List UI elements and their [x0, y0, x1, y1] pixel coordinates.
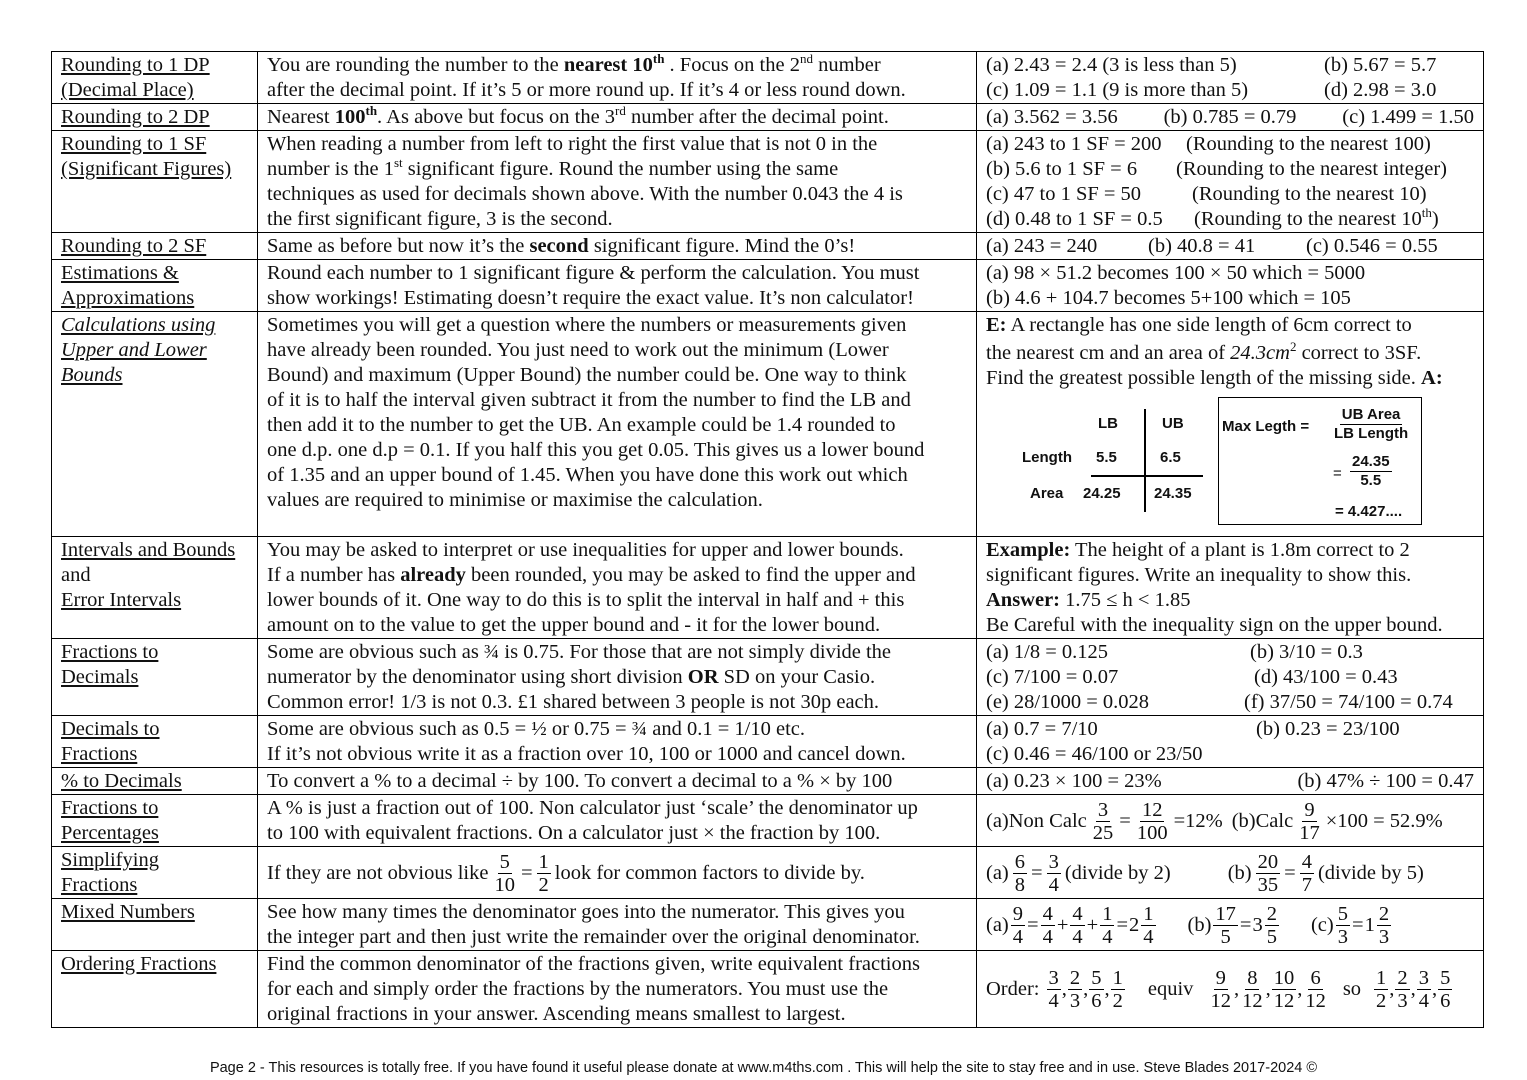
description-line: one d.p. one d.p = 0.1. If you half this you get 0.05. This gives us a lower bound — [267, 439, 925, 461]
example-line: (c) 1.09 = 1.1 (9 is more than 5) (d) 2.98 = 3.0 — [986, 79, 1437, 101]
topic-title: Estimations & — [61, 262, 179, 284]
description-cell — [258, 233, 977, 260]
description-line: Bound) and maximum (Upper Bound) the number could be. One way to think — [267, 364, 907, 386]
topic-cell — [52, 899, 258, 951]
example-line: (a) 243 to 1 SF = 200 (Rounding to the nearest 100) — [986, 133, 1431, 155]
description-line: to 100 with equivalent fractions. On a calculator just × the fraction by 100. — [267, 822, 881, 844]
table-row — [52, 899, 1484, 951]
topic-title: Simplifying — [61, 849, 159, 871]
lb-header: LB — [1098, 415, 1118, 432]
topic-cell — [52, 951, 258, 1028]
example-line: (b) 5.6 to 1 SF = 6 (Rounding to the nearest integer) — [986, 158, 1447, 180]
example-line: Find the greatest possible length of the missing side. A: — [986, 367, 1443, 389]
table-row — [52, 537, 1484, 639]
example-line: Order: 3 4 , 2 3 , 5 6 , 1 2 equiv 9 12 , 8 12 , 10 12 , 6 12 so 1 2 , 2 3 , 3 4 , 5 6 — [986, 967, 1451, 1012]
description-line: of 1.35 and an upper bound of 1.45. When you have done this work out which — [267, 464, 908, 486]
topic-cell — [52, 639, 258, 716]
topic-title: Fractions to — [61, 797, 159, 819]
topic-connector: and — [61, 564, 91, 586]
example-line: (e) 28/1000 = 0.028 (f) 37/50 = 74/100 = 0.74 — [986, 691, 1453, 713]
example-cell — [977, 131, 1484, 233]
topic-title: Fractions to — [61, 641, 159, 663]
description-cell — [258, 768, 977, 795]
topic-subtitle: Upper and Lower — [61, 339, 207, 361]
description-line: If they are not obvious like $\frac{5}{10}$ = $\frac{1}{2}$ look for common factors to divide by. — [267, 850, 865, 896]
description-line: A % is just a fraction out of 100. Non calculator just ‘scale’ the denominator up — [267, 797, 918, 819]
table-row — [52, 639, 1484, 716]
equals-sign: = — [1333, 465, 1342, 482]
example-line: (a) 1/8 = 0.125 (b) 3/10 = 0.3 — [986, 641, 1363, 663]
length-label: Length — [1022, 449, 1072, 466]
table-row — [52, 768, 1484, 795]
example-cell — [977, 104, 1484, 131]
example-cell — [977, 639, 1484, 716]
description-cell — [258, 260, 977, 312]
topic-cell — [52, 795, 258, 847]
table-divider-horizontal — [1091, 475, 1203, 477]
example-line: significant figures. Write an inequality to show this. — [986, 564, 1412, 586]
description-cell — [258, 639, 977, 716]
topic-title: % to Decimals — [61, 770, 182, 792]
topic-subtitle: Percentages — [61, 822, 159, 844]
example-line: (a)Non Calc $\frac{3}{25}$ = $\frac{12}{100}$ =12% (b)Calc $\frac{9}{17}$ ×100 = 52.9% — [986, 798, 1443, 844]
topic-title: Mixed Numbers — [61, 901, 195, 923]
description-line: numerator by the denominator using short division OR SD on your Casio. — [267, 666, 876, 688]
example-cell — [977, 899, 1484, 951]
example-line: Example: The height of a plant is 1.8m correct to 2 — [986, 539, 1410, 561]
example-line: the nearest cm and an area of $24.3cm^2$ correct to 3SF. — [986, 339, 1422, 364]
description-line: You may be asked to interpret or use inequalities for upper and lower bounds. — [267, 539, 904, 561]
example-cell — [977, 52, 1484, 104]
description-line: If a number has already been rounded, you may be asked to find the upper and — [267, 564, 916, 586]
example-line: (c) 47 to 1 SF = 50 (Rounding to the nearest 10) — [986, 183, 1427, 205]
topic-cell — [52, 131, 258, 233]
topic-cell — [52, 52, 258, 104]
table-row — [52, 716, 1484, 768]
description-line: for each and simply order the fractions by the numerators. You must use the — [267, 978, 889, 1000]
description-line: then add it to the number to get the UB. An example could be 1.4 rounded to — [267, 414, 896, 436]
example-cell — [977, 768, 1484, 795]
description-cell — [258, 52, 977, 104]
topic-cell — [52, 104, 258, 131]
table-row — [52, 312, 1484, 537]
example-line: (a) 2.43 = 2.4 (3 is less than 5) (b) 5.67 = 5.7 — [986, 54, 1437, 76]
topic-cell — [52, 537, 258, 639]
result-value: = 4.427.... — [1335, 503, 1403, 520]
topic-cell — [52, 716, 258, 768]
example-line: E: A rectangle has one side length of 6cm correct to — [986, 314, 1412, 336]
table-row — [52, 795, 1484, 847]
example-line: (a) 243 = 240 (b) 40.8 = 41 (c) 0.546 = 0.55 — [986, 235, 1438, 257]
example-line: (a) 0.23 × 100 = 23% (b) 47% ÷ 100 = 0.47 — [986, 770, 1474, 792]
description-line: after the decimal point. If it’s 5 or more round up. If it’s 4 or less round down. — [267, 79, 906, 101]
description-cell — [258, 716, 977, 768]
bounds-diagram — [986, 397, 1474, 532]
description-cell — [258, 795, 977, 847]
area-ub: 24.35 — [1154, 485, 1192, 502]
description-cell — [258, 951, 977, 1028]
description-line: number is the 1st significant figure. Round the number using the same — [267, 155, 839, 180]
table-row — [52, 847, 1484, 899]
topic-subtitle: (Decimal Place) — [61, 79, 194, 101]
description-line: have already been rounded. You just need to work out the minimum (Lower — [267, 339, 889, 361]
description-line: values are required to minimise or maximise the calculation. — [267, 489, 763, 511]
max-length-fraction: UB Area LB Length — [1334, 406, 1409, 442]
description-line: Some are obvious such as ¾ is 0.75. For those that are not simply divide the — [267, 641, 892, 663]
description-line: of it is to half the interval given subtract it from the number to find the LB and — [267, 389, 911, 411]
table-row — [52, 951, 1484, 1028]
topic-subtitle: Bounds — [61, 364, 123, 386]
description-line: Some are obvious such as 0.5 = ½ or 0.75 = ¾ and 0.1 = 1/10 etc. — [267, 718, 805, 740]
topic-title: Rounding to 2 SF — [61, 235, 207, 257]
topic-cell — [52, 233, 258, 260]
description-cell — [258, 847, 977, 899]
description-cell — [258, 104, 977, 131]
topic-title: Rounding to 1 SF — [61, 133, 207, 155]
example-cell — [977, 233, 1484, 260]
table-row — [52, 233, 1484, 260]
area-lb: 24.25 — [1083, 485, 1121, 502]
topic-subtitle: Fractions — [61, 743, 138, 765]
example-cell — [977, 260, 1484, 312]
topic-subtitle: Decimals — [61, 666, 139, 688]
example-line: Be Careful with the inequality sign on the upper bound. — [986, 614, 1443, 636]
length-ub: 6.5 — [1160, 449, 1181, 466]
example-line: (a) 0.7 = 7/10 (b) 0.23 = 23/100 — [986, 718, 1400, 740]
length-lb: 5.5 — [1096, 449, 1117, 466]
description-line: Find the common denominator of the fractions given, write equivalent fractions — [267, 953, 920, 975]
example-line: (a) 3.562 = 3.56 (b) 0.785 = 0.79 (c) 1.499 = 1.50 — [986, 106, 1474, 128]
topic-title: Rounding to 2 DP — [61, 106, 210, 128]
calc-fraction: 24.35 5.5 — [1352, 453, 1390, 489]
description-line: the first significant figure, 3 is the second. — [267, 208, 613, 230]
max-length-box — [1218, 397, 1422, 525]
description-line: Nearest 100th. As above but focus on the 3rd number after the decimal point. — [267, 103, 889, 128]
topic-cell — [52, 260, 258, 312]
example-cell — [977, 795, 1484, 847]
description-line: original fractions in your answer. Ascending means smallest to largest. — [267, 1003, 846, 1025]
description-line: amount on to the value to get the upper bound and - it for the lower bound. — [267, 614, 881, 636]
topic-cell — [52, 768, 258, 795]
table-divider-vertical — [1144, 409, 1146, 512]
description-line: techniques as used for decimals shown above. With the number 0.043 the 4 is — [267, 183, 903, 205]
page-footer: Page 2 - This resources is totally free. If you have found it useful please donate at www.m4ths.com . This will help the site to stay free and in use. Steve Blades 2017-2024 © — [209, 1060, 1318, 1076]
example-line: (a) $\frac{9}{4}$ = $\frac{4}{4}$ + $\frac{4}{4}$ + $\frac{1}{4}$ = 2 1 4 (b) $\frac{17}{5}$ = 3 2 5 (c) $\frac{5}{3}$ = 1 2 3 — [986, 902, 1390, 948]
knowledge-organiser-table — [51, 51, 1484, 1028]
table-row — [52, 104, 1484, 131]
description-line: lower bounds of it. One way to do this is to split the interval in half and + this — [267, 589, 905, 611]
description-line: See how many times the denominator goes into the numerator. This gives you — [267, 901, 905, 923]
example-line: (a) 98 × 51.2 becomes 100 × 50 which = 5000 — [986, 262, 1366, 284]
table-row — [52, 131, 1484, 233]
description-line: If it’s not obvious write it as a fraction over 10, 100 or 1000 and cancel down. — [267, 743, 906, 765]
description-line: the integer part and then just write the remainder over the original denominator. — [267, 926, 920, 948]
example-line: (c) 0.46 = 46/100 or 23/50 — [986, 743, 1203, 765]
topic-cell — [52, 847, 258, 899]
example-line: (d) 0.48 to 1 SF = 0.5 (Rounding to the nearest 10th) — [986, 205, 1439, 230]
description-line: show workings! Estimating doesn’t require the exact value. It’s non calculator! — [267, 287, 914, 309]
table-row — [52, 52, 1484, 104]
topic-title: Intervals and Bounds — [61, 539, 236, 561]
description-line: Round each number to 1 significant figure & perform the calculation. You must — [267, 262, 920, 284]
example-line: (c) 7/100 = 0.07 (d) 43/100 = 0.43 — [986, 666, 1398, 688]
topic-title: Rounding to 1 DP — [61, 54, 210, 76]
ub-header: UB — [1162, 415, 1184, 432]
description-line: Common error! 1/3 is not 0.3. £1 shared between 3 people is not 30p each. — [267, 691, 880, 713]
topic-title: Calculations using — [61, 314, 216, 336]
description-line: To convert a % to a decimal ÷ by 100. To convert a decimal to a % × by 100 — [267, 770, 893, 792]
description-cell — [258, 899, 977, 951]
example-cell — [977, 312, 1484, 537]
example-line: (b) 4.6 + 104.7 becomes 5+100 which = 105 — [986, 287, 1351, 309]
topic-title: Ordering Fractions — [61, 953, 217, 975]
description-cell — [258, 537, 977, 639]
table-row — [52, 260, 1484, 312]
description-cell — [258, 312, 977, 537]
max-length-label: Max Legth = — [1222, 418, 1310, 435]
area-label: Area — [1030, 485, 1064, 502]
topic-subtitle: Error Intervals — [61, 589, 182, 611]
example-line: Answer: 1.75 ≤ h < 1.85 — [986, 589, 1191, 611]
topic-subtitle: (Significant Figures) — [61, 158, 232, 180]
topic-title: Decimals to — [61, 718, 160, 740]
description-line: You are rounding the number to the nearest 10th . Focus on the 2nd number — [267, 51, 881, 76]
description-cell — [258, 131, 977, 233]
example-cell — [977, 951, 1484, 1028]
topic-subtitle: Approximations — [61, 287, 195, 309]
topic-subtitle: Fractions — [61, 874, 138, 896]
example-line: (a) $\frac{6}{8}$ = $\frac{3}{4}$ (divide by 2) (b) $\frac{20}{35}$ = $\frac{4}{7}$ (divide by 5) — [986, 850, 1424, 896]
description-line: Sometimes you will get a question where the numbers or measurements given — [267, 314, 907, 336]
example-cell — [977, 537, 1484, 639]
example-cell — [977, 716, 1484, 768]
example-cell — [977, 847, 1484, 899]
description-line: When reading a number from left to right the first value that is not 0 in the — [267, 133, 878, 155]
description-line: Same as before but now it’s the second significant figure. Mind the 0’s! — [267, 235, 856, 257]
topic-cell — [52, 312, 258, 537]
